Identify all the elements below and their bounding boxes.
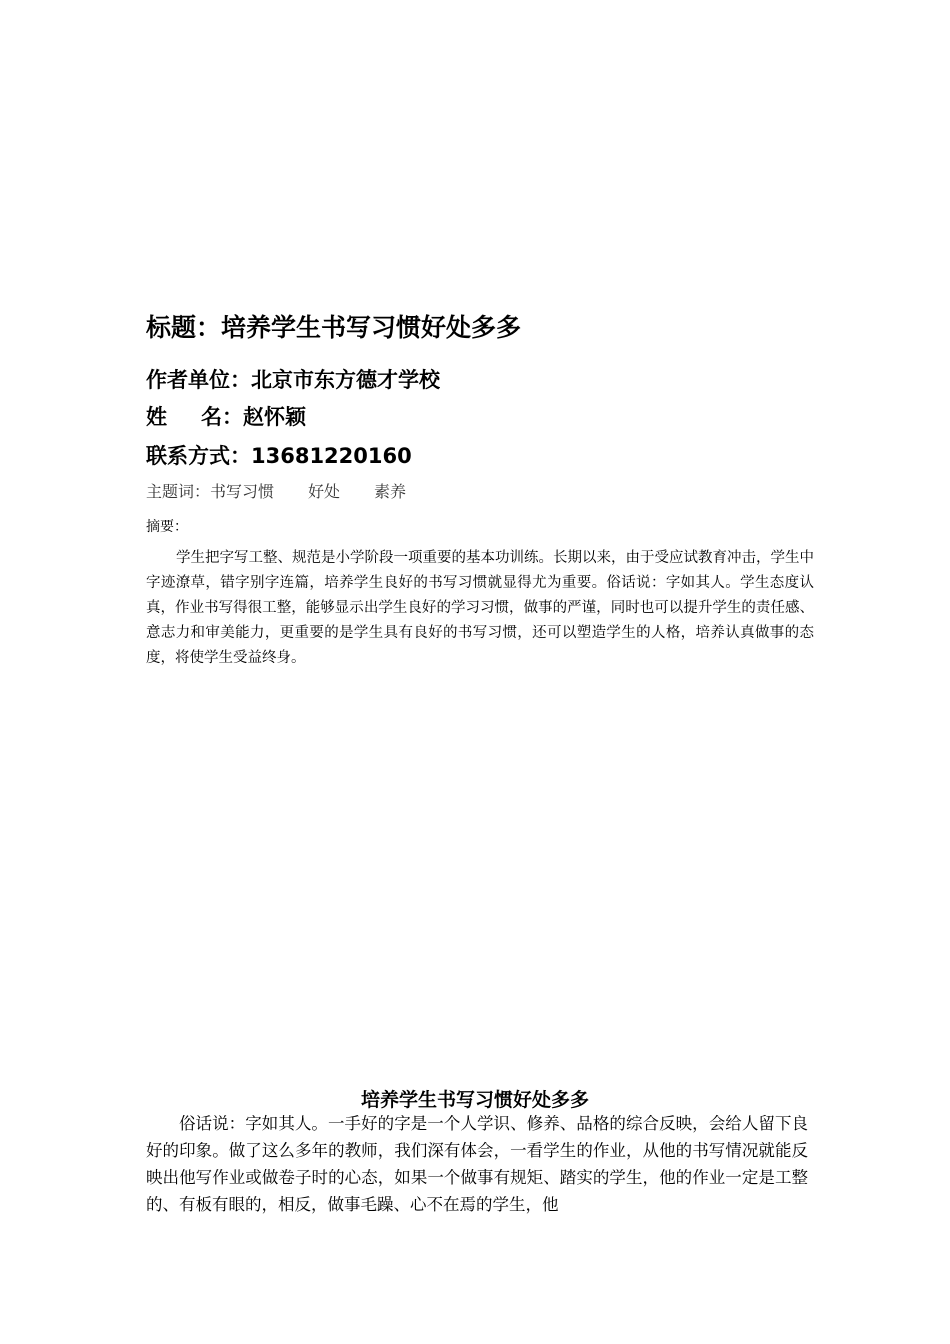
- author-name-label-first: 姓: [146, 405, 167, 429]
- author-name-text: 赵怀颖: [243, 405, 306, 429]
- contact-text: 13681220160: [251, 444, 412, 468]
- author-unit-line: [146, 364, 440, 394]
- author-name-label-second: 名：: [201, 405, 243, 429]
- keyword-item: 好处: [308, 482, 341, 501]
- abstract-label: 摘要：: [146, 519, 188, 535]
- title-text: 培养学生书写习惯好处多多: [221, 313, 522, 342]
- keyword-item: 书写习惯: [210, 482, 275, 501]
- keywords-line: [146, 479, 440, 502]
- article-body: 俗话说：字如其人。一手好的字是一个人学识、修养、品格的综合反映，会给人留下良好的印象。做了这么多年的教师，我们深有体会，一看学生的作业，从他的书写情况就能反映出他写作业或做卷子时的心态，如果一个做事有规矩、踏实的学生，他的作业一定是工整的、有板有眼的，相反，做事毛躁、心不在焉的学生，他: [146, 1114, 808, 1214]
- document-title-line: [146, 308, 521, 344]
- keywords-label: 主题词：: [146, 482, 211, 501]
- author-unit-text: 北京市东方德才学校: [251, 368, 440, 392]
- author-unit-label: 作者单位：: [146, 368, 251, 392]
- contact-label: 联系方式：: [146, 444, 251, 468]
- abstract-body: 学生把字写工整、规范是小学阶段一项重要的基本功训练。长期以来，由于受应试教育冲击，学生中字迹潦草，错字别字连篇，培养学生良好的书写习惯就显得尤为重要。俗话说：字如其人。学生态度认真，作业书写得很工整，能够显示出学生良好的学习习惯，做事的严谨，同时也可以提升学生的责任感、意志力和审美能力，更重要的是学生具有良好的书写习惯，还可以塑造学生的人格，培养认真做事的态度，将使学生受益终身。: [146, 550, 814, 666]
- title-label: 标题：: [146, 313, 222, 342]
- contact-line: [146, 440, 412, 470]
- keyword-item: 素养: [374, 482, 407, 501]
- author-name-line: [146, 401, 306, 431]
- article-title: 培养学生书写习惯好处多多: [360, 1089, 589, 1111]
